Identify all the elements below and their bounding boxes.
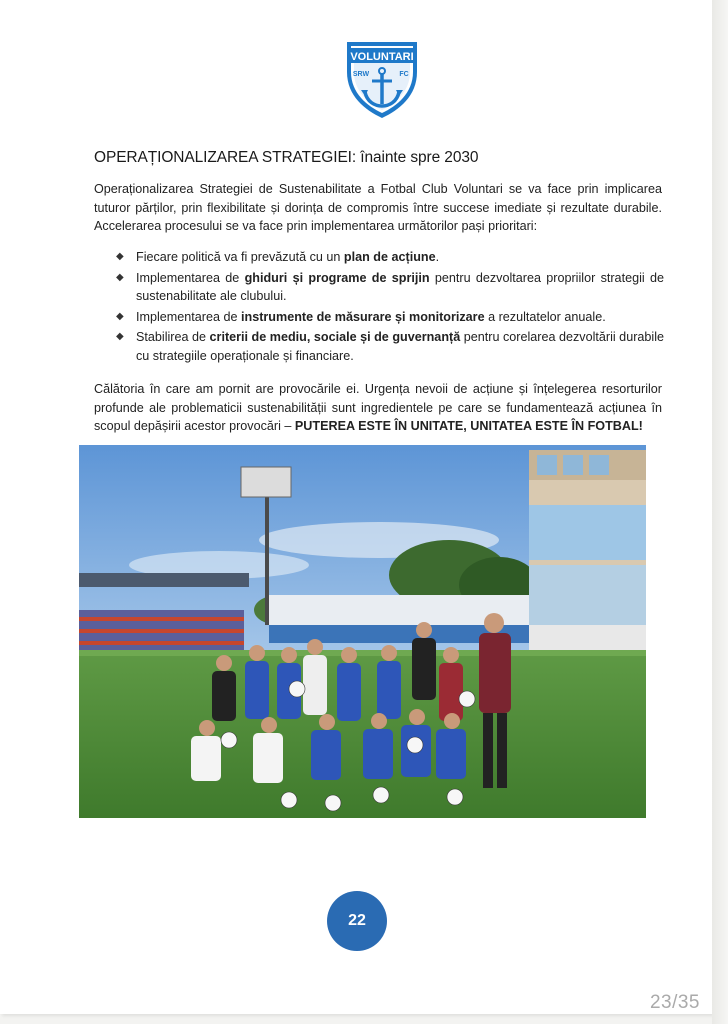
list-item: ◆ Stabilirea de criterii de mediu, sociale și de guvernanță pentru corelarea dezvoltării durabile cu strategiile operaționale și financiare.: [116, 330, 664, 363]
closing-paragraph: Călătoria în care am pornit are provocările ei. Urgența nevoii de acțiune și înțelegerea resorturilor profunde ale problematicii sustenabilității sunt ingredientele pe care se fundamentează acțiunea în scopul depășirii acestor provocări – PUTEREA ESTE ÎN UNITATE, UNITATEA ESTE ÎN FOTBAL!: [94, 382, 662, 434]
list-item: ◆ Fiecare politică va fi prevăzută cu un plan de acțiune.: [116, 250, 440, 264]
list-item: ◆ Implementarea de instrumente de măsurare și monitorizare a rezultatelor anuale.: [116, 309, 606, 324]
priority-steps-list: [114, 248, 664, 368]
diamond-bullet-icon: ◆: [116, 331, 124, 343]
closing-slogan: PUTEREA ESTE ÎN UNITATE, UNITATEA ESTE ÎN FOTBAL!: [294, 419, 643, 434]
team-photo: [79, 445, 646, 818]
section-heading: [94, 149, 478, 167]
intro-paragraph: Operaționalizarea Strategiei de Sustenabilitate a Fotbal Club Voluntari se va face prin implicarea tuturor părților, prin flexibilitate și dorința de compromis între succese imediate și rezultate durabile. Accelerarea procesului se va face prin implementarea următorilor pași prioritari:: [94, 182, 662, 234]
club-crest-logo: [341, 38, 423, 120]
heading-title: OPERAȚIONALIZAREA STRATEGIEI:: [94, 149, 357, 166]
page-counter: 23/35: [649, 992, 700, 1013]
list-item: ◆ Implementarea de ghiduri și programe de sprijin pentru dezvoltarea propriilor strategii de sustenabilitate ale clubului.: [116, 270, 664, 304]
page-number-badge: 22: [327, 891, 387, 951]
heading-subtitle: înainte spre 2030: [356, 149, 479, 166]
diamond-bullet-icon: ◆: [116, 251, 124, 262]
page-edge-shadow: [712, 0, 728, 1024]
logo-right-text: FC: [399, 71, 409, 78]
diamond-bullet-icon: ◆: [116, 310, 124, 322]
logo-club-name: VOLUNTARI: [350, 51, 414, 63]
diamond-bullet-icon: ◆: [116, 271, 124, 283]
logo-left-text: SRW: [352, 71, 370, 78]
